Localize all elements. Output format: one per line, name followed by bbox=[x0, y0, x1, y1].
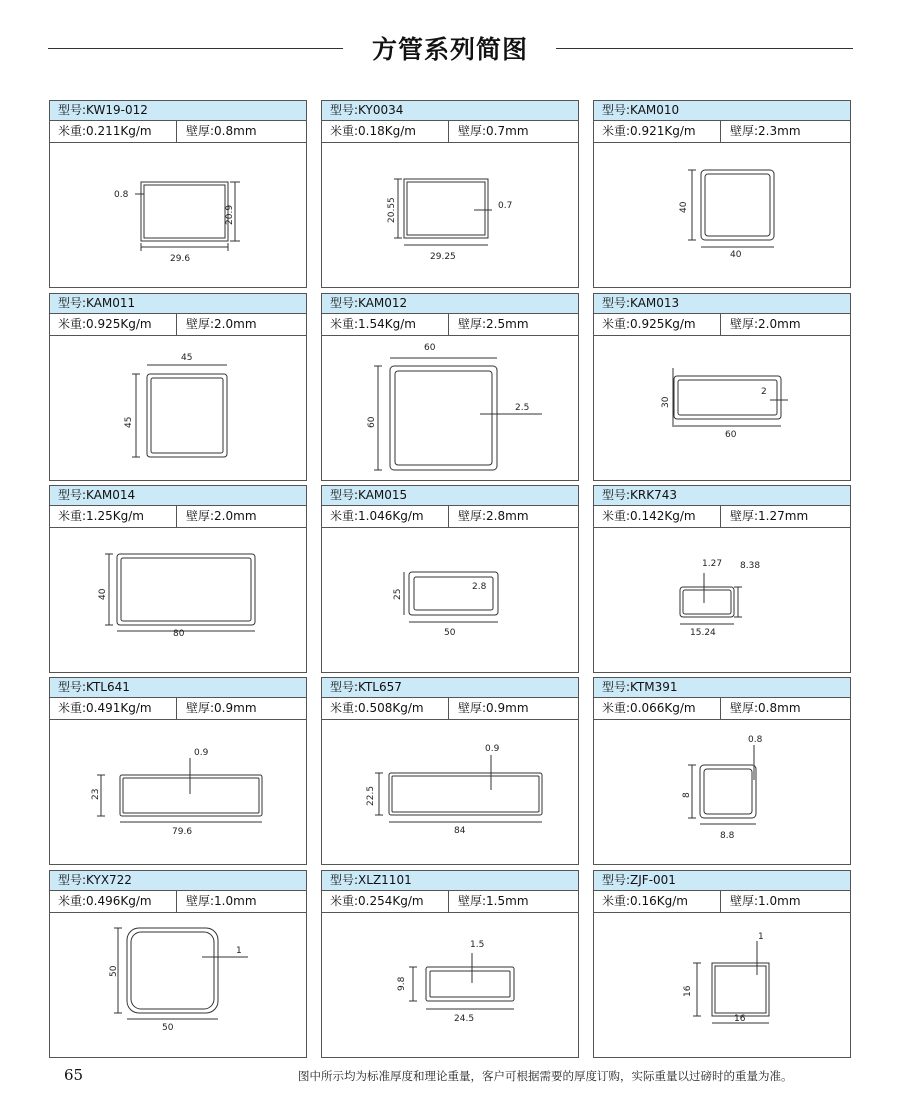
dim-label: 0.8 bbox=[114, 190, 129, 200]
wall-label: 壁厚:2.0mm bbox=[186, 317, 257, 331]
spec-row bbox=[594, 698, 850, 720]
dim-label: 30 bbox=[661, 396, 671, 408]
dim-label: 60 bbox=[367, 416, 377, 428]
wall-label: 壁厚:2.5mm bbox=[458, 317, 529, 331]
wall-label: 壁厚:1.27mm bbox=[730, 509, 809, 523]
profile-card-kw19-012 bbox=[49, 100, 307, 288]
model-label: 型号:KTL641 bbox=[50, 678, 306, 698]
wall-label: 壁厚:0.8mm bbox=[730, 701, 801, 715]
profile-card-zjf-001 bbox=[593, 870, 851, 1058]
wall-label: 壁厚:0.9mm bbox=[458, 701, 529, 715]
dim-label: 50 bbox=[444, 628, 456, 638]
spec-row bbox=[50, 698, 306, 720]
weight-label: 米重:0.921Kg/m bbox=[602, 124, 696, 138]
profile-drawing bbox=[594, 336, 850, 480]
model-label: 型号:KRK743 bbox=[594, 486, 850, 506]
title-rule-right bbox=[556, 48, 853, 49]
profile-drawing bbox=[50, 336, 306, 480]
spec-row bbox=[322, 121, 578, 143]
profile-card-ktl641 bbox=[49, 677, 307, 865]
dim-label: 9.8 bbox=[397, 976, 407, 991]
spec-row bbox=[50, 121, 306, 143]
dim-label: 16 bbox=[734, 1014, 746, 1024]
dim-label: 60 bbox=[725, 430, 737, 440]
dim-label: 45 bbox=[124, 416, 134, 428]
profile-card-kam011 bbox=[49, 293, 307, 481]
dim-label: 40 bbox=[679, 201, 689, 213]
profile-card-ktl657 bbox=[321, 677, 579, 865]
profile-drawing bbox=[322, 336, 578, 480]
dim-label: 0.7 bbox=[498, 201, 513, 211]
dim-label: 1.5 bbox=[470, 940, 485, 950]
profile-drawing bbox=[50, 913, 306, 1057]
dim-label: 0.9 bbox=[194, 748, 209, 758]
model-label: 型号:KAM012 bbox=[322, 294, 578, 314]
profile-card-kam014 bbox=[49, 485, 307, 673]
dim-label: 29.6 bbox=[170, 254, 191, 264]
profile-drawing bbox=[594, 528, 850, 672]
spec-row bbox=[594, 506, 850, 528]
dim-label: 80 bbox=[173, 629, 185, 639]
profile-drawing bbox=[50, 720, 306, 864]
dim-label: 20.9 bbox=[225, 204, 235, 225]
dim-label: 79.6 bbox=[172, 827, 193, 837]
weight-label: 米重:0.925Kg/m bbox=[602, 317, 696, 331]
profile-card-xlz1101 bbox=[321, 870, 579, 1058]
model-label: 型号:KAM013 bbox=[594, 294, 850, 314]
profile-card-kam013 bbox=[593, 293, 851, 481]
dim-label: 8 bbox=[682, 792, 692, 798]
weight-label: 米重:0.142Kg/m bbox=[602, 509, 696, 523]
model-label: 型号:XLZ1101 bbox=[322, 871, 578, 891]
spec-row bbox=[594, 314, 850, 336]
profile-card-ktm391 bbox=[593, 677, 851, 865]
wall-label: 壁厚:0.8mm bbox=[186, 124, 257, 138]
dim-label: 2.8 bbox=[472, 582, 487, 592]
model-label: 型号:KAM010 bbox=[594, 101, 850, 121]
weight-label: 米重:0.18Kg/m bbox=[330, 124, 416, 138]
model-label: 型号:ZJF-001 bbox=[594, 871, 850, 891]
model-label: 型号:KTM391 bbox=[594, 678, 850, 698]
profile-card-kam012 bbox=[321, 293, 579, 481]
dim-label: 84 bbox=[454, 826, 466, 836]
wall-label: 壁厚:1.5mm bbox=[458, 894, 529, 908]
spec-row bbox=[50, 506, 306, 528]
profile-drawing bbox=[50, 143, 306, 287]
dim-label: 20.55 bbox=[387, 197, 397, 223]
profile-card-krk743 bbox=[593, 485, 851, 673]
dim-label: 2 bbox=[761, 387, 767, 397]
weight-label: 米重:0.16Kg/m bbox=[602, 894, 688, 908]
profile-drawing bbox=[594, 720, 850, 864]
dim-label: 40 bbox=[730, 250, 742, 260]
model-label: 型号:KY0034 bbox=[322, 101, 578, 121]
wall-label: 壁厚:1.0mm bbox=[186, 894, 257, 908]
dim-label: 50 bbox=[162, 1023, 174, 1033]
dim-label: 1.27 bbox=[702, 559, 723, 569]
profile-card-ky0034 bbox=[321, 100, 579, 288]
dim-label: 40 bbox=[98, 588, 108, 600]
dim-label: 25 bbox=[393, 588, 403, 600]
dim-label: 16 bbox=[683, 985, 693, 997]
profile-drawing bbox=[322, 720, 578, 864]
weight-label: 米重:1.25Kg/m bbox=[58, 509, 144, 523]
weight-label: 米重:0.491Kg/m bbox=[58, 701, 152, 715]
dim-label: 2.5 bbox=[515, 403, 530, 413]
dim-label: 50 bbox=[109, 965, 119, 977]
footnote: 图中所示均为标准厚度和理论重量，客户可根据需要的厚度订购，实际重量以过磅时的重量为准。 bbox=[298, 1069, 793, 1083]
weight-label: 米重:0.496Kg/m bbox=[58, 894, 152, 908]
dim-label: 1 bbox=[758, 932, 764, 942]
model-label: 型号:KW19-012 bbox=[50, 101, 306, 121]
weight-label: 米重:0.211Kg/m bbox=[58, 124, 152, 138]
spec-row bbox=[50, 314, 306, 336]
weight-label: 米重:1.046Kg/m bbox=[330, 509, 424, 523]
page-header bbox=[0, 0, 900, 70]
dim-label: 24.5 bbox=[454, 1014, 475, 1024]
wall-label: 壁厚:0.7mm bbox=[458, 124, 529, 138]
profile-drawing bbox=[322, 528, 578, 672]
dim-label: 45 bbox=[181, 353, 193, 363]
wall-label: 壁厚:2.8mm bbox=[458, 509, 529, 523]
model-label: 型号:KAM014 bbox=[50, 486, 306, 506]
profile-drawing bbox=[50, 528, 306, 672]
weight-label: 米重:0.508Kg/m bbox=[330, 701, 424, 715]
wall-label: 壁厚:2.0mm bbox=[186, 509, 257, 523]
profile-drawing bbox=[594, 913, 850, 1057]
dim-label: 15.24 bbox=[690, 628, 716, 638]
dim-label: 8.38 bbox=[740, 561, 761, 571]
profile-card-kam010 bbox=[593, 100, 851, 288]
profile-card-kyx722 bbox=[49, 870, 307, 1058]
spec-row bbox=[594, 121, 850, 143]
dim-label: 23 bbox=[91, 788, 101, 800]
spec-row bbox=[50, 891, 306, 913]
dim-label: 8.8 bbox=[720, 831, 735, 841]
dim-label: 22.5 bbox=[366, 785, 376, 806]
page-number: 65 bbox=[64, 1066, 84, 1084]
weight-label: 米重:0.254Kg/m bbox=[330, 894, 424, 908]
profile-drawing bbox=[594, 143, 850, 287]
dim-label: 29.25 bbox=[430, 252, 456, 262]
weight-label: 米重:0.066Kg/m bbox=[602, 701, 696, 715]
profile-drawing bbox=[322, 143, 578, 287]
spec-row bbox=[322, 314, 578, 336]
spec-row bbox=[322, 698, 578, 720]
weight-label: 米重:1.54Kg/m bbox=[330, 317, 416, 331]
dim-label: 1 bbox=[236, 946, 242, 956]
dim-label: 60 bbox=[424, 343, 436, 353]
model-label: 型号:KAM015 bbox=[322, 486, 578, 506]
dim-label: 0.8 bbox=[748, 735, 763, 745]
model-label: 型号:KYX722 bbox=[50, 871, 306, 891]
model-label: 型号:KAM011 bbox=[50, 294, 306, 314]
page-title: 方管系列简图 bbox=[371, 35, 528, 64]
wall-label: 壁厚:0.9mm bbox=[186, 701, 257, 715]
spec-row bbox=[594, 891, 850, 913]
weight-label: 米重:0.925Kg/m bbox=[58, 317, 152, 331]
dim-label: 0.9 bbox=[485, 744, 500, 754]
wall-label: 壁厚:1.0mm bbox=[730, 894, 801, 908]
wall-label: 壁厚:2.3mm bbox=[730, 124, 801, 138]
spec-row bbox=[322, 891, 578, 913]
profile-card-kam015 bbox=[321, 485, 579, 673]
profile-drawing bbox=[322, 913, 578, 1057]
wall-label: 壁厚:2.0mm bbox=[730, 317, 801, 331]
spec-row bbox=[322, 506, 578, 528]
model-label: 型号:KTL657 bbox=[322, 678, 578, 698]
